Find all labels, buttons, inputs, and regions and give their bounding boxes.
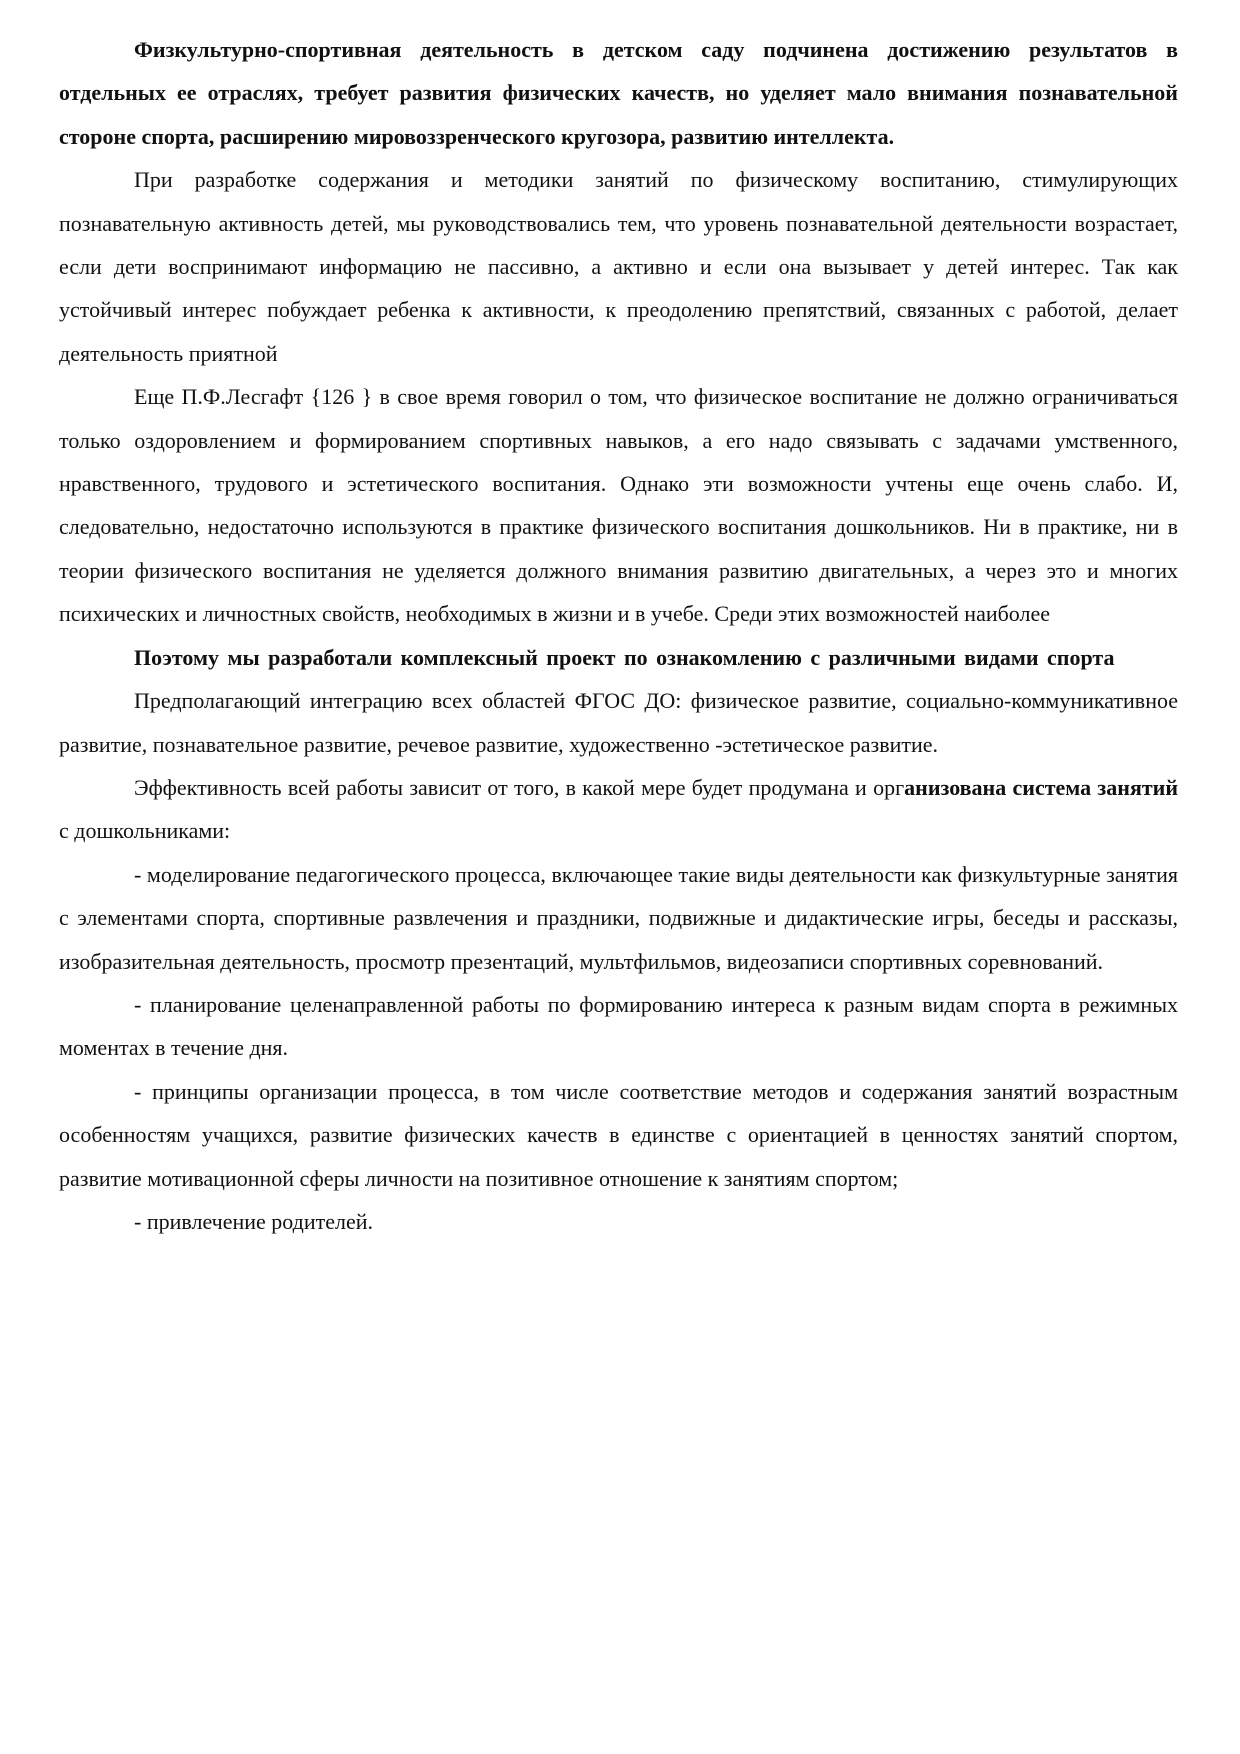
intro-paragraph: Физкультурно-спортивная деятельность в детском саду подчинена достижению результатов в отдельных ее отраслях, требует развития физических качеств, но уделяет мало внимания познавательной стороне спорта, расширению мировоззренческого кругозора, развитию интеллекта.	[59, 37, 1178, 149]
development-paragraph: При разработке содержания и методики занятий по физическому воспитанию, стимулирующих познавательную активность детей, мы руководствовались тем, что уровень познавательной деятельности возрастает, если дети воспринимают информацию не пассивно, а активно и если она вызывает у детей интерес. Так как устойчивый интерес побуждает ребенка к активности, к преодолению препятствий, связанных с работой, делает деятельность приятной	[59, 167, 1178, 366]
efficiency-lead: Эффективность всей работы зависит от того, в какой мере будет продумана и орг	[134, 774, 905, 800]
list-item-planning: - планирование целенаправленной работы по формированию интереса к разным видам спорта в режимных моментах в течение дня.	[59, 991, 1178, 1061]
project-paragraph: Поэтому мы разработали комплексный проект по ознакомлению с различными видами спорта	[134, 644, 1115, 670]
integration-paragraph: Предполагающий интеграцию всех областей ФГОС ДО: физическое развитие, социально-коммуникативное развитие, познавательное развитие, речевое развитие, художественно -эстетическое развитие.	[59, 688, 1178, 757]
lesgaft-paragraph: Еще П.Ф.Лесгафт {126 } в свое время говорил о том, что физическое воспитание не должно ограничиваться только оздоровлением и формированием спортивных навыков, а его надо связывать с задачами умственного, нравственного, трудового и эстетического воспитания. Однако эти возможности учтены еще очень слабо. И, следовательно, недостаточно используются в практике физического воспитания дошкольников. Ни в практике, ни в теории физического воспитания не уделяется должного внимания развитию двигательных, а через это и многих психических и личностных свойств, необходимых в жизни и в учебе. Среди этих возможностей наиболее	[59, 384, 1178, 627]
list-item-modeling: - моделирование педагогического процесса, включающее такие виды деятельности как физкультурные занятия с элементами спорта, спортивные развлечения и праздники, подвижные и дидактические игры, беседы и рассказы, изобразительная деятельность, просмотр презентаций, мультфильмов, видеозаписи спортивных соревнований.	[59, 861, 1178, 974]
list-item-principles: - принципы организации процесса, в том числе соответствие методов и содержания занятий возрастным особенностям учащихся, развитие физических качеств в единстве с ориентацией в ценностях занятий спортом, развитие мотивационной сферы личности на позитивное отношение к занятиям спортом;	[59, 1078, 1178, 1191]
efficiency-tail: с дошкольниками:	[59, 818, 231, 844]
list-item-parents: - привлечение родителей.	[134, 1208, 374, 1234]
efficiency-bold: анизована система занятий	[904, 774, 1179, 800]
efficiency-paragraph	[59, 766, 1178, 853]
